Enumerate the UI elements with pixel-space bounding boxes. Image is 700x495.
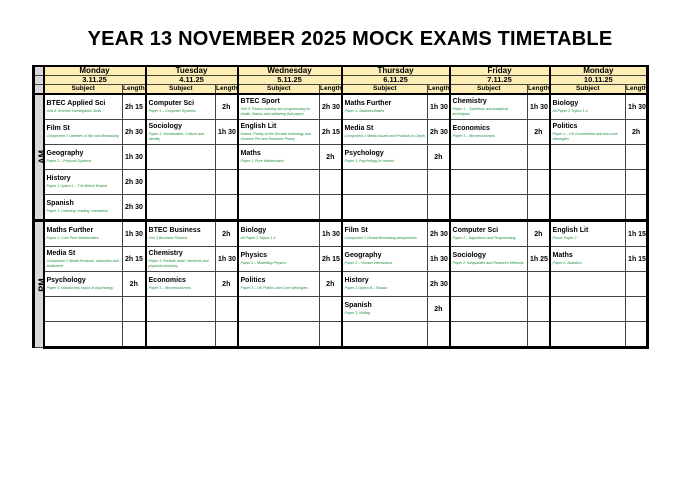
exam-subject: Media St	[344, 125, 374, 133]
exam-subject-cell	[238, 120, 320, 145]
exam-subject-cell	[44, 170, 123, 195]
exam-paper-detail: Paper 3: Psychology in context	[344, 159, 394, 164]
exam-subject-cell	[450, 297, 528, 322]
exam-paper-detail: Component 2 Media Products, Industries and Audiences	[46, 259, 119, 268]
exam-length	[123, 297, 146, 322]
exam-subject-cell	[550, 221, 626, 247]
exam-subject-cell	[342, 322, 428, 348]
exam-subject-cell	[44, 195, 123, 221]
day-name: Friday	[450, 66, 550, 76]
exam-paper-detail: Paper 1: Statistics/Maths	[344, 109, 385, 114]
exam-paper-detail: Paper 1 Option L – The British Empire	[46, 184, 108, 189]
exam-subject: Media St	[46, 250, 76, 258]
exam-subject-cell	[238, 170, 320, 195]
exam-paper-detail: Paper 1 – UK Politics and Core Ideologies	[240, 286, 308, 291]
exam-length	[320, 195, 342, 221]
exam-length: 2h 30	[123, 170, 146, 195]
exam-subject-cell	[550, 272, 626, 297]
exam-length: 2h 15	[320, 247, 342, 272]
exam-subject-cell	[450, 272, 528, 297]
exam-length	[528, 297, 550, 322]
exam-length: 1h 30	[216, 120, 238, 145]
exam-subject-cell	[342, 170, 428, 195]
exam-subject: Spanish	[46, 200, 74, 208]
exam-subject-cell	[550, 195, 626, 221]
subject-column-header: Subject	[450, 85, 528, 95]
exam-length: 2h 15	[320, 120, 342, 145]
exam-length: 2h 30	[428, 120, 450, 145]
exam-length	[216, 297, 238, 322]
exam-paper-detail: Unit 3 Business Finance	[148, 236, 188, 241]
exam-subject-cell	[550, 322, 626, 348]
exam-subject-cell	[238, 297, 320, 322]
exam-subject: Computer Sci	[452, 227, 499, 235]
exam-subject: Physics	[240, 252, 267, 260]
timetable-row	[34, 120, 648, 145]
day-name: Monday	[550, 66, 648, 76]
exam-paper-detail: Component 1 Varieties of film and filmmaking	[46, 134, 119, 139]
exam-subject-cell	[342, 221, 428, 247]
exam-subject: Maths Further	[46, 227, 94, 235]
exam-subject-cell	[146, 247, 216, 272]
exam-length	[123, 322, 146, 348]
exam-subject-cell	[342, 195, 428, 221]
exam-subject-cell	[146, 170, 216, 195]
exam-subject-cell	[450, 145, 528, 170]
exam-length	[626, 297, 648, 322]
day-date: 5.11.25	[238, 76, 342, 85]
exam-subject-cell	[146, 120, 216, 145]
exam-length	[216, 322, 238, 348]
exam-length: 1h 30	[626, 94, 648, 120]
exam-subject-cell	[342, 94, 428, 120]
exam-length	[626, 195, 648, 221]
day-header-row	[34, 66, 648, 76]
exam-length: 2h	[528, 120, 550, 145]
exam-paper-detail: Component 1 Media Issues and Products in Depth	[344, 134, 425, 139]
exam-paper-detail: Paper 1 – Modelling Physics	[240, 261, 286, 266]
exam-length: 2h	[216, 221, 238, 247]
exam-length: 2h 15	[123, 94, 146, 120]
exam-subject-cell	[238, 94, 320, 120]
exam-length	[528, 272, 550, 297]
exam-length: 1h 15	[626, 247, 648, 272]
subject-column-header: Subject	[146, 85, 216, 95]
exam-length	[320, 170, 342, 195]
exam-subject: BTEC Applied Sci	[46, 100, 106, 108]
session-label-cell	[34, 94, 47, 221]
exam-subject-cell	[550, 120, 626, 145]
day-date: 7.11.25	[450, 76, 550, 85]
exam-subject-cell	[550, 94, 626, 120]
exam-length	[528, 195, 550, 221]
exam-paper-detail: Paper 1: Periodic table, elements and physical chemistry	[148, 259, 209, 268]
length-column-header: Length	[528, 85, 550, 92]
exam-paper-detail: Paper 1 – Computer Systems	[148, 109, 196, 114]
subject-column-header: Subject	[44, 85, 123, 95]
exam-length	[216, 170, 238, 195]
exam-paper-detail: Paper 1 – Physical Systems	[46, 159, 92, 164]
exam-paper-detail: Unit 3: Fitness training and programming for health, fitness and wellbeing (full paper)	[240, 107, 311, 116]
column-header-row	[34, 85, 648, 95]
corner-cell	[34, 85, 44, 95]
exam-paper-detail: All Paper 1 Topics 1-4	[240, 236, 276, 241]
exam-subject-cell	[146, 145, 216, 170]
length-column-header: Length	[320, 85, 342, 92]
exam-length: 1h 30	[320, 221, 342, 247]
exam-subject-cell	[450, 195, 528, 221]
exam-length: 2h	[320, 145, 342, 170]
exam-paper-detail: Paper 2: Inequalities and Research Methods	[452, 261, 524, 266]
exam-length: 1h 30	[123, 221, 146, 247]
exam-subject-cell	[342, 247, 428, 272]
exam-subject-cell	[238, 195, 320, 221]
day-name: Monday	[44, 66, 146, 76]
exam-length: 1h 25	[528, 247, 550, 272]
exam-length	[428, 170, 450, 195]
exam-length	[428, 195, 450, 221]
exam-paper-detail: Paper 1: Socialisation, Culture and Identity	[148, 132, 204, 141]
exam-subject-cell	[238, 272, 320, 297]
exam-subject-cell	[342, 145, 428, 170]
length-column-header: Length	[428, 85, 450, 92]
subject-column-header: Subject	[342, 85, 428, 95]
exam-subject: Geography	[46, 150, 84, 158]
exam-length: 1h 30	[428, 247, 450, 272]
exam-subject: History	[344, 277, 369, 285]
exam-subject: History	[46, 175, 71, 183]
exam-paper-detail: Prose: Paper 2	[552, 236, 577, 241]
exam-subject-cell	[44, 297, 123, 322]
length-column-header: Length	[123, 85, 145, 92]
exam-paper-detail: Paper 1 – Synthesis and analytical techniques	[452, 107, 508, 116]
exam-subject-cell	[44, 322, 123, 348]
exam-subject-cell	[550, 297, 626, 322]
exam-length	[528, 322, 550, 348]
exam-subject-cell	[238, 247, 320, 272]
exam-subject: Maths Further	[344, 100, 392, 108]
exam-paper-detail: Paper 1 – Microeconomics	[148, 286, 192, 291]
exam-length: 2h	[320, 272, 342, 297]
exam-length	[216, 195, 238, 221]
exam-paper-detail: Paper 2 – Human Interactions	[344, 261, 393, 266]
exam-subject-cell	[146, 195, 216, 221]
exam-subject-cell	[342, 120, 428, 145]
exam-subject: Biology	[240, 227, 267, 235]
exam-length: 1h 30	[123, 145, 146, 170]
corner-cell	[34, 76, 44, 85]
exam-subject: BTEC Sport	[240, 98, 280, 106]
exam-paper-detail: Unit 4: Science Investigation Skills	[46, 109, 102, 114]
exam-paper-detail: Paper 3: Writing	[344, 311, 371, 316]
exam-subject-cell	[44, 145, 123, 170]
exam-length	[626, 272, 648, 297]
exam-length	[626, 145, 648, 170]
exam-subject: Spanish	[344, 302, 372, 310]
exam-subject-cell	[342, 297, 428, 322]
exam-paper-detail: Paper 1 – Microeconomics	[452, 134, 496, 139]
exam-length: 2h	[428, 145, 450, 170]
exam-subject: Chemistry	[148, 250, 183, 258]
exam-length: 1h 30	[428, 94, 450, 120]
exam-paper-detail: Paper 2: Statistics	[552, 261, 582, 266]
exam-subject-cell	[342, 272, 428, 297]
exam-length: 2h 30	[123, 195, 146, 221]
timetable-row	[34, 297, 648, 322]
timetable-row	[34, 170, 648, 195]
day-name: Wednesday	[238, 66, 342, 76]
exam-subject: English Lit	[240, 123, 277, 131]
exam-paper-detail: Paper 2 Option B – Russia	[344, 286, 388, 291]
exam-subject-cell	[44, 272, 123, 297]
timetable	[32, 65, 649, 349]
exam-subject: Chemistry	[452, 98, 487, 106]
page-title: YEAR 13 NOVEMBER 2025 MOCK EXAMS TIMETABLE	[87, 28, 613, 50]
exam-subject-cell	[550, 170, 626, 195]
exam-subject-cell	[146, 322, 216, 348]
subject-column-header: Subject	[550, 85, 626, 95]
exam-subject: Biology	[552, 100, 579, 108]
exam-subject: Sociology	[452, 252, 486, 260]
exam-subject-cell	[550, 145, 626, 170]
exam-subject: Politics	[240, 277, 266, 285]
subject-column-header: Subject	[238, 85, 320, 95]
exam-subject-cell	[450, 221, 528, 247]
exam-subject-cell	[146, 94, 216, 120]
exam-subject: Politics	[552, 123, 578, 131]
day-date: 3.11.25	[44, 76, 146, 85]
exam-subject-cell	[146, 272, 216, 297]
day-date: 4.11.25	[146, 76, 238, 85]
exam-subject: BTEC Business	[148, 227, 201, 235]
exam-subject: English Lit	[552, 227, 589, 235]
exam-subject-cell	[44, 247, 123, 272]
exam-paper-detail: Paper 1 – UK Government and Non-core Ideologies	[552, 132, 618, 141]
length-column-header: Length	[626, 85, 648, 92]
exam-subject-cell	[550, 247, 626, 272]
exam-paper-detail: Paper 1: Listening, reading, translation	[46, 209, 109, 214]
exam-length	[428, 322, 450, 348]
timetable-row	[34, 247, 648, 272]
exam-subject: Economics	[148, 277, 186, 285]
day-date: 6.11.25	[342, 76, 450, 85]
exam-length: 1h 30	[528, 94, 550, 120]
exam-length: 2h	[428, 297, 450, 322]
exam-subject-cell	[238, 145, 320, 170]
exam-length: 2h	[528, 221, 550, 247]
exam-length: 2h 30	[123, 120, 146, 145]
exam-subject: Film St	[344, 227, 368, 235]
exam-length	[528, 145, 550, 170]
timetable-row	[34, 221, 648, 247]
exam-subject-cell	[238, 221, 320, 247]
timetable-row	[34, 145, 648, 170]
exam-paper-detail: All Paper 1 Topics 1-4	[552, 109, 588, 114]
exam-subject-cell	[44, 120, 123, 145]
session-label: AM	[37, 150, 47, 164]
exam-length: 2h 15	[123, 247, 146, 272]
exam-length: 2h	[123, 272, 146, 297]
exam-length	[216, 145, 238, 170]
exam-subject: Geography	[344, 252, 382, 260]
timetable-row	[34, 322, 648, 348]
exam-length: 2h	[216, 272, 238, 297]
exam-length: 2h 30	[428, 272, 450, 297]
date-header-row	[34, 76, 648, 85]
exam-paper-detail: Paper 1: Pure Mathematics	[240, 159, 285, 164]
exam-paper-detail: Drama, Poetry of the Decade Anthology and Unseen/ Pre and Romantic Poetry	[240, 132, 311, 141]
exam-subject: Sociology	[148, 123, 182, 131]
exam-subject-cell	[450, 322, 528, 348]
exam-length	[626, 170, 648, 195]
exam-paper-detail: Paper 1: Core Pure Mathematics	[46, 236, 99, 241]
exam-length: 2h 30	[428, 221, 450, 247]
exam-length: 2h	[626, 120, 648, 145]
exam-subject: Psychology	[344, 150, 384, 158]
timetable-row	[34, 272, 648, 297]
exam-subject: Economics	[452, 125, 490, 133]
exam-subject-cell	[44, 221, 123, 247]
session-label: PM	[36, 277, 47, 292]
exam-subject-cell	[146, 297, 216, 322]
exam-subject-cell	[450, 247, 528, 272]
day-name: Tuesday	[146, 66, 238, 76]
corner-cell	[34, 66, 44, 76]
exam-length: 2h	[216, 94, 238, 120]
exam-subject-cell	[450, 94, 528, 120]
exam-length	[528, 170, 550, 195]
exam-length	[626, 322, 648, 348]
exam-subject-cell	[44, 94, 123, 120]
timetable-row	[34, 195, 648, 221]
exam-subject-cell	[146, 221, 216, 247]
exam-subject-cell	[450, 120, 528, 145]
timetable-row	[34, 94, 648, 120]
exam-paper-detail: Paper 1: Introductory topics in psychology	[46, 286, 114, 291]
exam-subject: Psychology	[46, 277, 86, 285]
exam-length: 2h 30	[320, 94, 342, 120]
exam-subject: Film St	[46, 125, 70, 133]
session-label-cell	[34, 221, 47, 348]
exam-length: 1h 30	[216, 247, 238, 272]
exam-subject: Computer Sci	[148, 100, 195, 108]
exam-paper-detail: Paper 2 – Algorithms and Programming	[452, 236, 516, 241]
exam-subject-cell	[450, 170, 528, 195]
exam-paper-detail: Component 2 Global filmmaking perspectives	[344, 236, 417, 241]
exam-subject: Maths	[240, 150, 261, 158]
exam-length	[320, 322, 342, 348]
day-date: 10.11.25	[550, 76, 648, 85]
exam-subject: Maths	[552, 252, 573, 260]
day-name: Thursday	[342, 66, 450, 76]
exam-length	[320, 297, 342, 322]
exam-subject-cell	[238, 322, 320, 348]
exam-length: 1h 15	[626, 221, 648, 247]
length-column-header: Length	[216, 85, 238, 92]
